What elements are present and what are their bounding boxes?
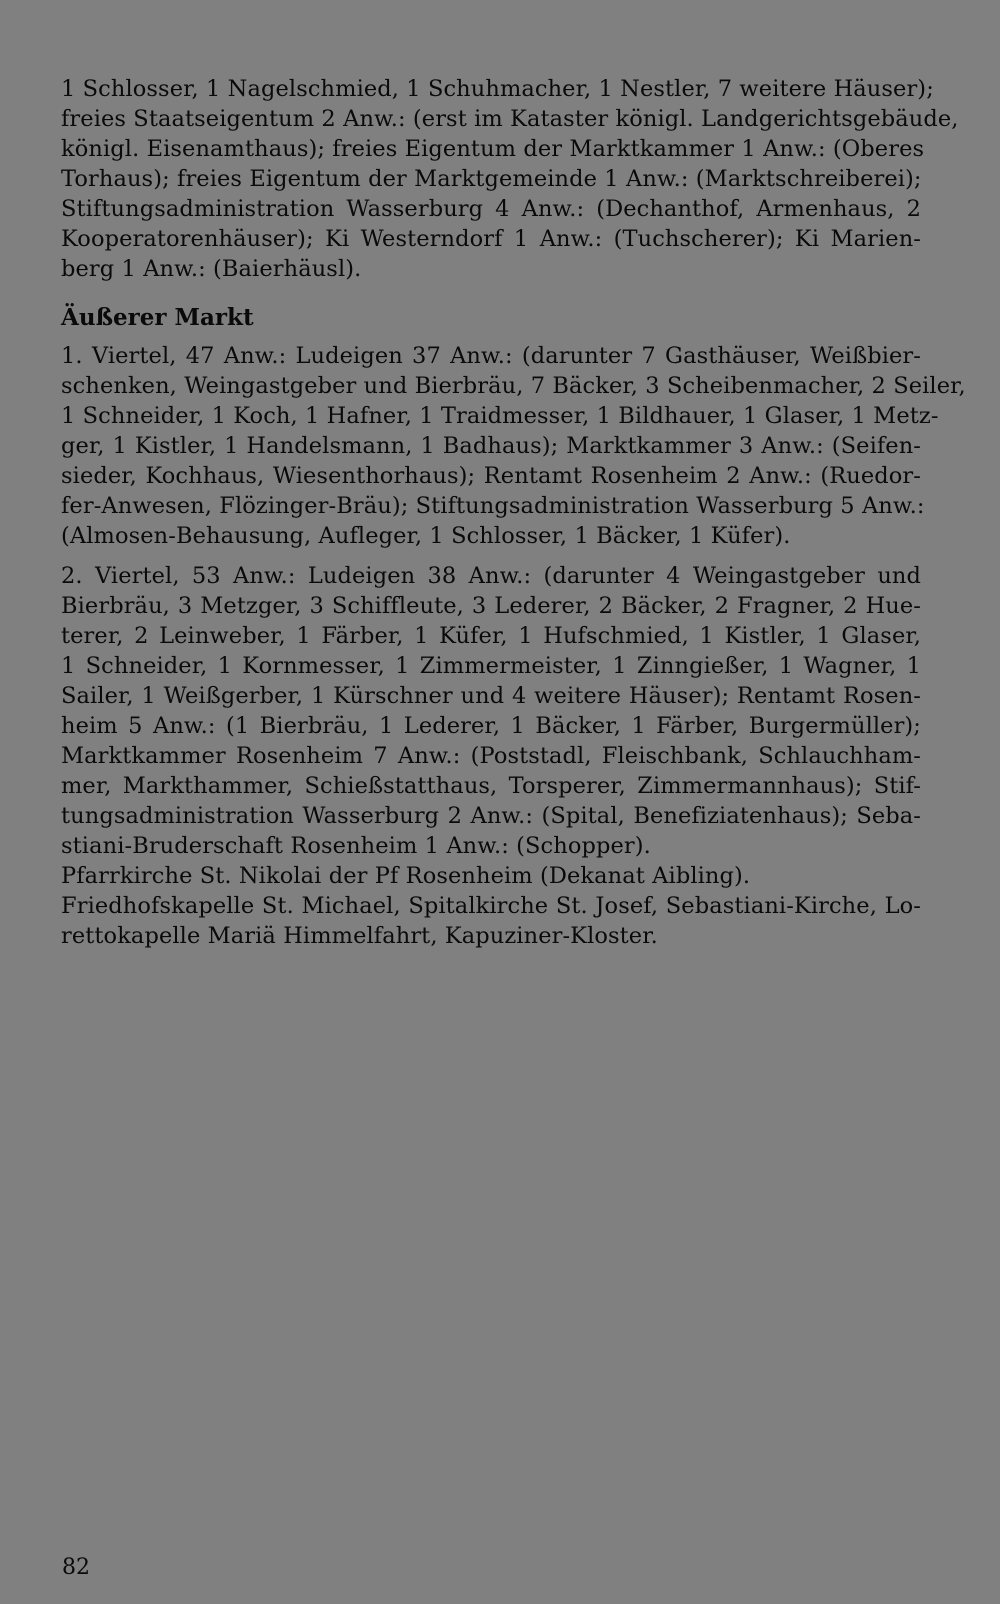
text-line: Kooperatorenhäuser); Ki Westerndorf 1 Anw.: (Tuchscherer); Ki Marien- bbox=[61, 226, 921, 252]
text-line: Bierbräu, 3 Metzger, 3 Schiffleute, 3 Lederer, 2 Bäcker, 2 Fragner, 2 Hue- bbox=[61, 593, 921, 619]
paragraph-first-quarter bbox=[61, 341, 966, 551]
text-line: (Almosen-Behausung, Aufleger, 1 Schlosser, 1 Bäcker, 1 Küfer). bbox=[61, 523, 791, 549]
text-line: sieder, Kochhaus, Wiesenthorhaus); Rentamt Rosenheim 2 Anw.: (Ruedor- bbox=[61, 463, 921, 489]
text-line: Torhaus); freies Eigentum der Marktgemeinde 1 Anw.: (Marktschreiberei); bbox=[61, 166, 922, 192]
text-line: schenken, Weingastgeber und Bierbräu, 7 Bäcker, 3 Scheibenmacher, 2 Seiler, bbox=[61, 373, 966, 399]
text-line: königl. Eisenamthaus); freies Eigentum der Marktkammer 1 Anw.: (Oberes bbox=[61, 136, 925, 162]
body-text bbox=[61, 74, 966, 951]
page-number: 82 bbox=[62, 1555, 90, 1580]
text-line: ger, 1 Kistler, 1 Handelsmann, 1 Badhaus); Marktkammer 3 Anw.: (Seifen- bbox=[61, 433, 921, 459]
text-line: rettokapelle Mariä Himmelfahrt, Kapuziner-Kloster. bbox=[61, 923, 658, 949]
text-line: tungsadministration Wasserburg 2 Anw.: (Spital, Benefiziatenhaus); Seba- bbox=[61, 803, 921, 829]
text-line: 2. Viertel, 53 Anw.: Ludeigen 38 Anw.: (darunter 4 Weingastgeber und bbox=[61, 563, 921, 589]
paragraph-parish-church bbox=[61, 861, 921, 891]
text-line: 1. Viertel, 47 Anw.: Ludeigen 37 Anw.: (darunter 7 Gasthäuser, Weißbier- bbox=[61, 343, 921, 369]
text-line: Friedhofskapelle St. Michael, Spitalkirche St. Josef, Sebastiani-Kirche, Lo- bbox=[61, 893, 921, 919]
paragraph-second-quarter bbox=[61, 561, 921, 861]
text-line: Stiftungsadministration Wasserburg 4 Anw.: (Dechanthof, Armenhaus, 2 bbox=[61, 196, 921, 222]
text-line: heim 5 Anw.: (1 Bierbräu, 1 Lederer, 1 Bäcker, 1 Färber, Burgermüller); bbox=[61, 713, 921, 739]
text-line: mer, Markthammer, Schießstatthaus, Torsperer, Zimmermannhaus); Stif- bbox=[61, 773, 921, 799]
text-line: 1 Schneider, 1 Koch, 1 Hafner, 1 Traidmesser, 1 Bildhauer, 1 Glaser, 1 Metz- bbox=[61, 403, 939, 429]
text-line: 1 Schlosser, 1 Nagelschmied, 1 Schuhmacher, 1 Nestler, 7 weitere Häuser); bbox=[61, 76, 934, 102]
text-line: terer, 2 Leinweber, 1 Färber, 1 Küfer, 1 Hufschmied, 1 Kistler, 1 Glaser, bbox=[61, 623, 921, 649]
text-line: stiani-Bruderschaft Rosenheim 1 Anw.: (Schopper). bbox=[61, 833, 651, 859]
text-line: fer-Anwesen, Flözinger-Bräu); Stiftungsadministration Wasserburg 5 Anw.: bbox=[61, 493, 925, 519]
text-line: freies Staatseigentum 2 Anw.: (erst im Kataster königl. Landgerichtsgebäude, bbox=[61, 106, 959, 132]
text-line: Marktkammer Rosenheim 7 Anw.: (Poststadl, Fleischbank, Schlauchham- bbox=[61, 743, 921, 769]
text-line: Pfarrkirche St. Nikolai der Pf Rosenheim (Dekanat Aibling). bbox=[61, 863, 751, 889]
text-line: berg 1 Anw.: (Baierhäusl). bbox=[61, 256, 362, 282]
paragraph-chapels bbox=[61, 891, 921, 951]
text-line: Sailer, 1 Weißgerber, 1 Kürschner und 4 weitere Häuser); Rentamt Rosen- bbox=[61, 683, 921, 709]
section-heading: Äußerer Markt bbox=[61, 304, 254, 331]
text-line: 1 Schneider, 1 Kornmesser, 1 Zimmermeister, 1 Zinngießer, 1 Wagner, 1 bbox=[61, 653, 921, 679]
paragraph-inner-market-owners bbox=[61, 74, 959, 284]
